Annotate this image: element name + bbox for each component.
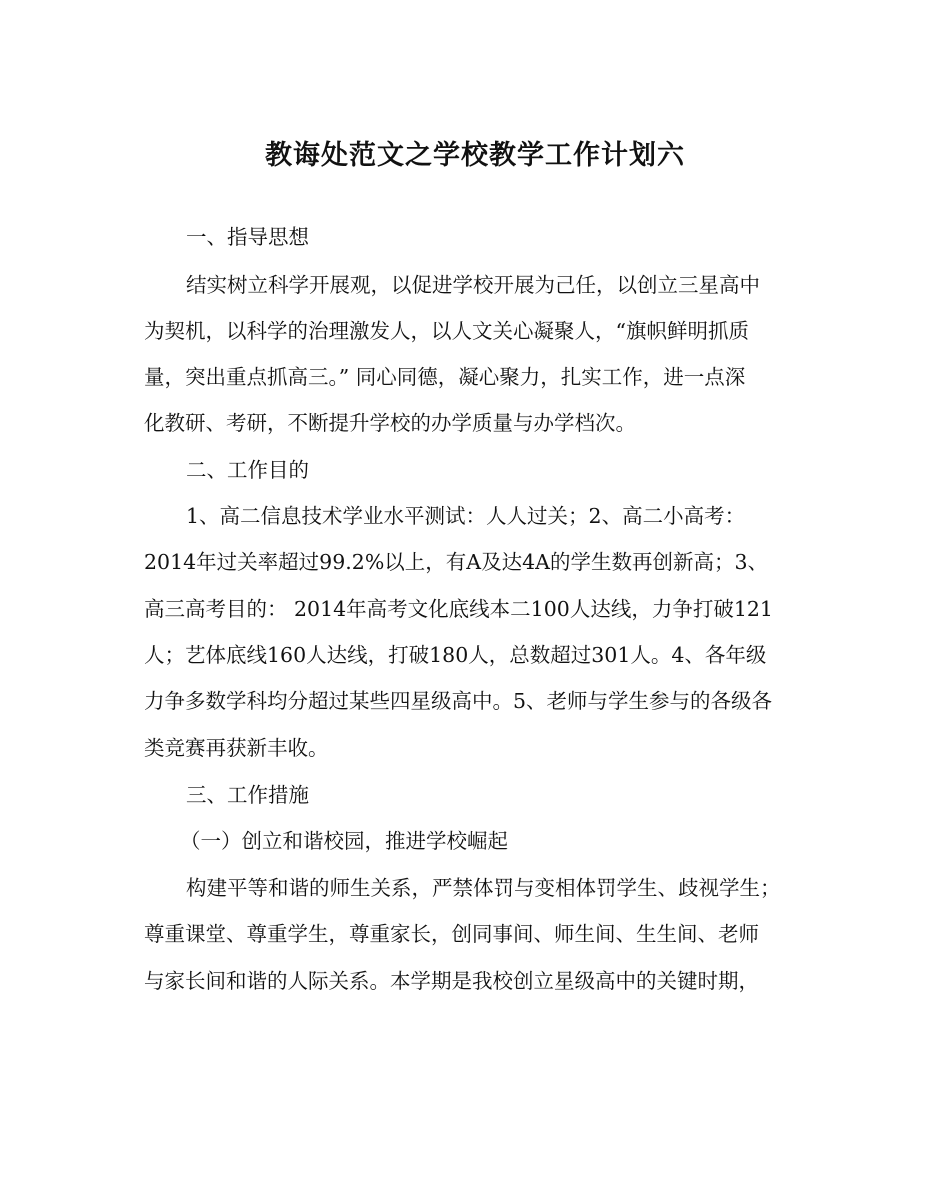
section-heading-2: 二、工作目的 bbox=[186, 458, 309, 482]
section-heading-3: 三、工作措施 bbox=[186, 783, 309, 807]
paragraph-line: 量，突出重点抓高三。” 同心同德，凝心聚力，扎实工作，进一点深 bbox=[144, 365, 746, 389]
paragraph-line: 类竞赛再获新丰收。 bbox=[144, 736, 329, 760]
paragraph-line: 尊重课堂、尊重学生，尊重家长，创同事间、师生间、生生间、老师 bbox=[144, 922, 759, 946]
paragraph-line: 2014年过关率超过99.2%以上，有A及达4A的学生数再创新高；3、 bbox=[144, 550, 768, 574]
paragraph-line: 结实树立科学开展观，以促进学校开展为己任，以创立三星高中 bbox=[186, 273, 760, 297]
paragraph-line: 化教研、考研，不断提升学校的办学质量与办学档次。 bbox=[144, 411, 636, 435]
subsection-heading: （一）创立和谐校园，推进学校崛起 bbox=[180, 829, 508, 853]
paragraph-line: 高三高考目的： 2014年高考文化底线本二100人达线，力争打破121 bbox=[144, 597, 773, 621]
paragraph-line: 与家长间和谐的人际关系。本学期是我校创立星级高中的关键时期， bbox=[144, 969, 759, 993]
paragraph-line: 构建平等和谐的师生关系，严禁体罚与变相体罚学生、歧视学生； bbox=[186, 876, 781, 900]
paragraph-line: 1、高二信息技术学业水平测试：人人过关；2、高二小高考： bbox=[186, 504, 746, 528]
document-title: 教诲处范文之学校教学工作计划六 bbox=[265, 140, 685, 171]
paragraph-line: 人；艺体底线160人达线，打破180人，总数超过301人。4、各年级 bbox=[144, 643, 767, 667]
paragraph-line: 力争多数学科均分超过某些四星级高中。5、老师与学生参与的各级各 bbox=[144, 689, 773, 713]
section-heading-1: 一、指导思想 bbox=[186, 225, 309, 249]
paragraph-line: 为契机，以科学的治理激发人，以人文关心凝聚人，“旗帜鲜明抓质 bbox=[144, 319, 749, 343]
